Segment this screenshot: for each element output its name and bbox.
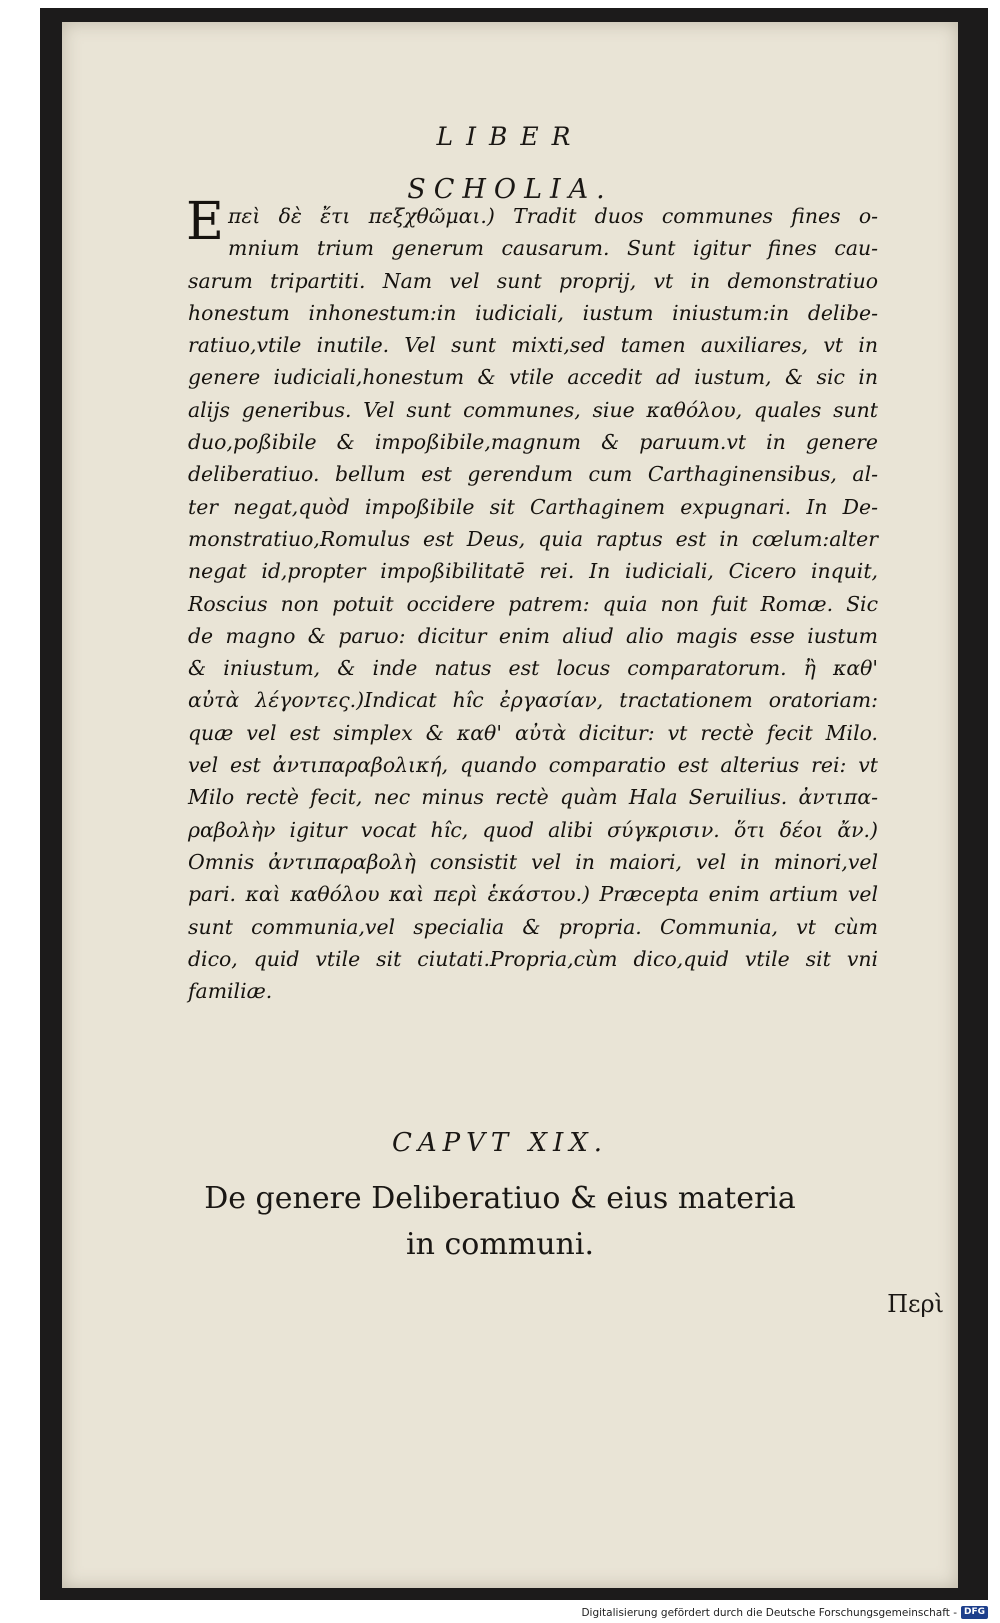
chapter-title <box>0 1176 1000 1268</box>
body-line: sarum tripartiti. Nam vel sunt proprij, vt in demonstratiuo <box>188 268 878 293</box>
body-line: αὐτὰ λέγοντες.)Indicat hîc ἐργασίαν, tractationem oratoriam: <box>188 688 878 713</box>
running-head: LIBER <box>436 122 584 151</box>
body-text <box>188 200 878 1007</box>
body-line: dico, quid vtile sit ciutati.Propria,cùm dico,quid vtile sit vni <box>188 946 878 971</box>
body-line: Omnis ἀντιπαραβολὴ consistit vel in maiori, vel in minori,vel <box>188 849 878 874</box>
body-line: mnium trium generum causarum. Sunt igitur fines cau- <box>228 236 878 261</box>
footer-credit <box>581 1606 988 1619</box>
body-line: genere iudiciali,honestum & vtile accedit ad iustum, & sic in <box>188 365 878 390</box>
body-line: deliberatiuo. bellum est gerendum cum Carthaginensibus, al- <box>188 462 878 487</box>
body-line: pari. καὶ καθόλου καὶ περὶ ἑκάστου.) Præcepta enim artium vel <box>188 882 878 907</box>
catchword: Περὶ <box>887 1290 944 1318</box>
drop-cap: E <box>186 192 224 252</box>
body-line: quæ vel est simplex & καθ' αὐτὰ dicitur: vt rectè fecit Milo. <box>188 720 878 745</box>
body-line: vel est ἀντιπαραβολική, quando comparatio est alterius rei: vt <box>188 753 878 778</box>
chapter-title-line: De genere Deliberatiuo & eius materia <box>204 1181 796 1216</box>
body-line: honestum inhonestum:in iudiciali, iustum iniustum:in delibe- <box>188 300 878 325</box>
chapter-heading: CAPVT XIX. <box>391 1128 609 1158</box>
body-line: duo,poßibile & impoßibile,magnum & paruum.vt in genere <box>188 430 878 455</box>
chapter-title-line: in communi. <box>406 1227 594 1262</box>
body-line: πεὶ δὲ ἔτι πεξχθῶμαι.) Tradit duos communes fines o- <box>228 204 878 228</box>
body-line: Roscius non potuit occidere patrem: quia non fuit Romæ. Sic <box>188 591 878 616</box>
body-line: & iniustum, & inde natus est locus comparatorum. ἢ καθ' <box>188 656 878 681</box>
body-line: alijs generibus. Vel sunt communes, siue καθόλου, quales sunt <box>188 397 878 422</box>
body-line: sunt communia,vel specialia & propria. Communia, vt cùm <box>188 914 878 939</box>
body-line: ter negat,quòd impoßibile sit Carthaginem expugnari. In De- <box>188 494 878 519</box>
body-line: Milo rectè fecit, nec minus rectè quàm Hala Seruilius. ἀντιπα- <box>188 785 878 810</box>
body-line: familiæ. <box>188 979 273 1004</box>
credit-text: Digitalisierung gefördert durch die Deutsche Forschungsgemeinschaft - <box>581 1606 957 1619</box>
body-line: negat id,propter impoßibilitatē rei. In iudiciali, Cicero inquit, <box>188 559 878 584</box>
body-line: de magno & paruo: dicitur enim aliud alio magis esse iustum <box>188 623 878 648</box>
dfg-logo: DFG <box>961 1606 988 1619</box>
body-line: ratiuo,vtile inutile. Vel sunt mixti,sed tamen auxiliares, vt in <box>188 333 878 358</box>
body-line: monstratiuo,Romulus est Deus, quia raptus est in cœlum:alter <box>188 526 878 551</box>
body-line: ραβολὴν igitur vocat hîc, quod alibi σύγκρισιν. ὅτι δέοι ἄν.) <box>188 817 878 842</box>
section-title: SCHOLIA. <box>407 174 613 205</box>
